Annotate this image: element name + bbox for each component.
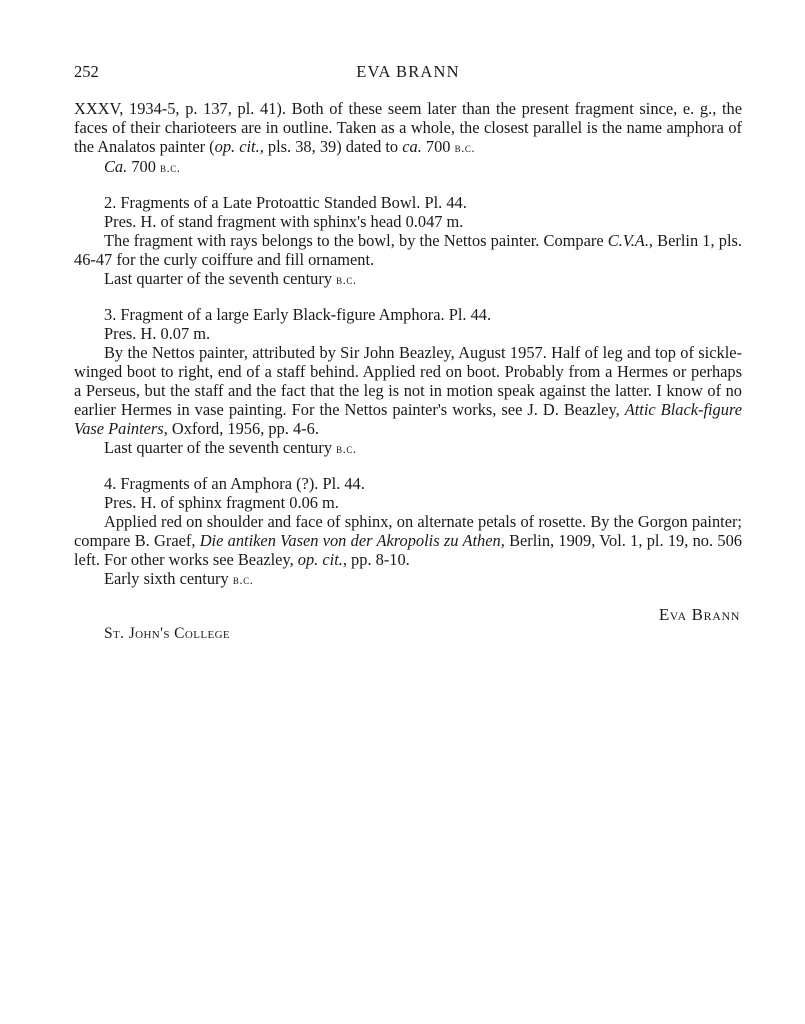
date-text: Last quarter of the seventh century <box>104 438 337 457</box>
date-text: Last quarter of the seventh century <box>104 269 337 288</box>
intro-text: XXXV, 1934-5, p. 137, pl. 41). Both of these seem later than the present fragment since, e. g., the faces of their charioteers are in outline. Taken as a whole, the closest parallel is the name amphora of the Analatos painter ( <box>74 99 742 156</box>
op-cit-italic: op. cit. <box>297 550 343 569</box>
description-text: , pp. 8-10. <box>342 550 410 569</box>
running-head <box>74 62 742 86</box>
date-text: Early sixth century <box>104 569 233 588</box>
entry-2-description <box>74 231 742 269</box>
ca-italic: Ca. <box>104 157 128 176</box>
ca-italic: ca. <box>402 137 422 156</box>
entry-3-title: 3. Fragment of a large Early Black-figure Amphora. Pl. 44. <box>104 305 492 324</box>
entry-2-date <box>74 269 742 289</box>
book-title-italic: Die antiken Vasen von der Akropolis zu Athen <box>199 531 501 550</box>
author-signature: Eva Brann <box>658 605 740 624</box>
intro-text: , pls. 38, 39) dated to <box>259 137 403 156</box>
bc-smallcaps: b.c. <box>336 441 357 456</box>
article-page <box>74 62 742 643</box>
description-text: , Oxford, 1956, pp. 4-6. <box>163 419 319 438</box>
header-author: EVA BRANN <box>356 62 460 81</box>
description-text: Applied red on shoulder and face of sphinx, on alternate petals of rosette. By the Gorgon painter; compare B. Graef, <box>74 512 742 550</box>
cva-italic: C.V.A. <box>607 231 649 250</box>
entry-4-description <box>74 512 742 569</box>
intro-date <box>74 157 742 177</box>
intro-paragraph <box>74 99 742 157</box>
author-affiliation: St. John's College <box>104 625 231 642</box>
bc-smallcaps: b.c. <box>454 140 476 155</box>
entry-2-measure: Pres. H. of stand fragment with sphinx's head 0.047 m. <box>104 212 464 231</box>
description-text: , Berlin 1, pls. 46-47 for the curly coiffure and fill ornament. <box>74 231 742 269</box>
description-text: By the Nettos painter, attributed by Sir John Beazley, August 1957. Half of leg and top of sickle-winged boot to right, end of a staff behind. Applied red on boot. Probably from a Hermes or perhaps a Perseus, but the staff and the fact that the leg is not in motion speak against the latter. I know of no earlier Hermes in vase painting. For the Nettos painter's works, see J. D. Beazley, <box>74 343 742 419</box>
entry-3-measure: Pres. H. 0.07 m. <box>104 324 211 343</box>
entry-4-title: 4. Fragments of an Amphora (?). Pl. 44. <box>104 474 365 493</box>
intro-text: 700 <box>421 137 455 156</box>
entry-4-measure: Pres. H. of sphinx fragment 0.06 m. <box>104 493 339 512</box>
description-text: The fragment with rays belongs to the bowl, by the Nettos painter. Compare <box>104 231 608 250</box>
bc-smallcaps: b.c. <box>232 572 254 587</box>
op-cit-italic: op. cit. <box>214 137 260 156</box>
page-number: 252 <box>74 62 99 81</box>
description-text: , Berlin, 1909, Vol. 1, pl. 19, no. 506 left. For other works see Beazley, <box>74 531 742 569</box>
date-text: 700 <box>127 157 161 176</box>
entry-3-description <box>74 343 742 438</box>
bc-smallcaps: b.c. <box>160 160 181 175</box>
entry-4-date <box>74 569 742 589</box>
bc-smallcaps: b.c. <box>336 272 357 287</box>
entry-3-date <box>74 438 742 458</box>
book-title-italic: Attic Black-figure Vase Painters <box>74 400 742 438</box>
entry-2-title: 2. Fragments of a Late Protoattic Standed Bowl. Pl. 44. <box>104 193 467 212</box>
